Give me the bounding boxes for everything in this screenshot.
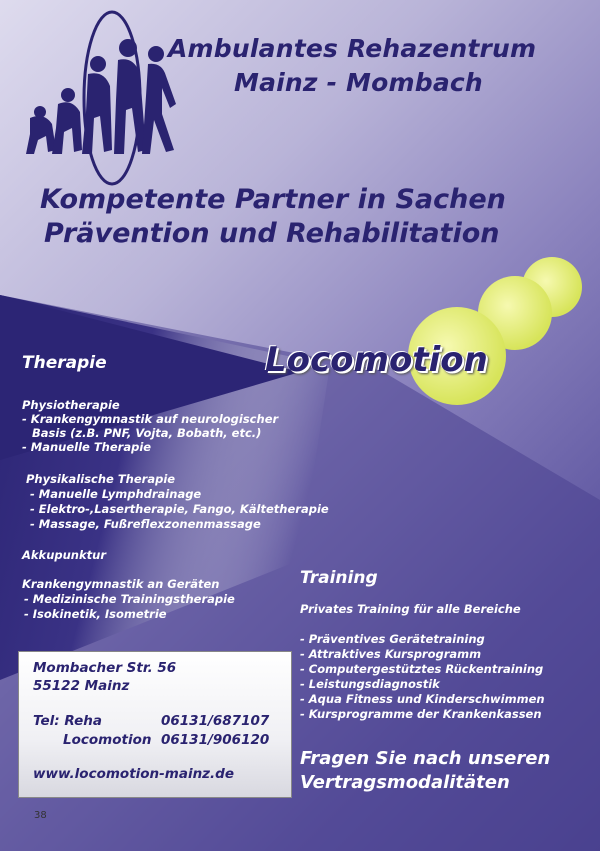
therapie-heading: Therapie (22, 353, 107, 373)
contact-tel-label: Tel: Reha (33, 713, 102, 729)
training-intro: Privates Training für alle Bereiche (300, 602, 521, 616)
tagline-line2: Prävention und Rehabilitation (44, 218, 500, 249)
contact-city: 55122 Mainz (33, 678, 130, 694)
therapie-line: - Massage, Fußreflexzonenmassage (30, 517, 261, 531)
training-item: - Computergestütztes Rückentraining (300, 662, 544, 676)
therapie-line: Krankengymnastik an Geräten (22, 577, 220, 591)
brand-logo-text: Locomotion (265, 340, 488, 380)
header-title-line2: Mainz - Mombach (234, 68, 483, 97)
therapie-line: - Manuelle Lymphdrainage (30, 487, 202, 501)
contact-tel-loco: 06131/906120 (161, 732, 270, 748)
contact-website-link[interactable]: www.locomotion-mainz.de (33, 766, 234, 782)
therapie-line: Physikalische Therapie (26, 472, 176, 486)
training-item: - Leistungsdiagnostik (300, 677, 440, 691)
evolution-logo-icon (26, 12, 176, 184)
training-cta-line2: Vertragsmodalitäten (300, 772, 510, 793)
contact-tel-reha: 06131/687107 (161, 713, 270, 729)
header-title-line1: Ambulantes Rehazentrum (168, 34, 537, 63)
contact-box (18, 651, 292, 798)
training-heading: Training (300, 568, 378, 588)
therapie-line: - Manuelle Therapie (22, 440, 152, 454)
training-item: - Präventives Gerätetraining (300, 632, 485, 646)
training-item: - Kursprogramme der Krankenkassen (300, 707, 542, 721)
training-item: - Aqua Fitness und Kinderschwimmen (300, 692, 545, 706)
therapie-line: Physiotherapie (22, 398, 120, 412)
therapie-line: - Krankengymnastik auf neurologischer (22, 412, 279, 426)
therapie-line: Akkupunktur (22, 548, 106, 562)
training-cta-line1: Fragen Sie nach unseren (300, 748, 551, 769)
contact-loco-label: Locomotion (63, 732, 152, 748)
therapie-line: - Isokinetik, Isometrie (24, 607, 167, 621)
therapie-line: Basis (z.B. PNF, Vojta, Bobath, etc.) (32, 426, 262, 440)
therapie-line: - Medizinische Trainingstherapie (24, 592, 235, 606)
page-number: 38 (34, 810, 47, 821)
therapie-line: - Elektro-,Lasertherapie, Fango, Kältetherapie (30, 502, 329, 516)
training-item: - Attraktives Kursprogramm (300, 647, 482, 661)
contact-street: Mombacher Str. 56 (33, 660, 177, 676)
tagline-line1: Kompetente Partner in Sachen (40, 184, 506, 215)
tennis-ball-icon (408, 257, 582, 405)
